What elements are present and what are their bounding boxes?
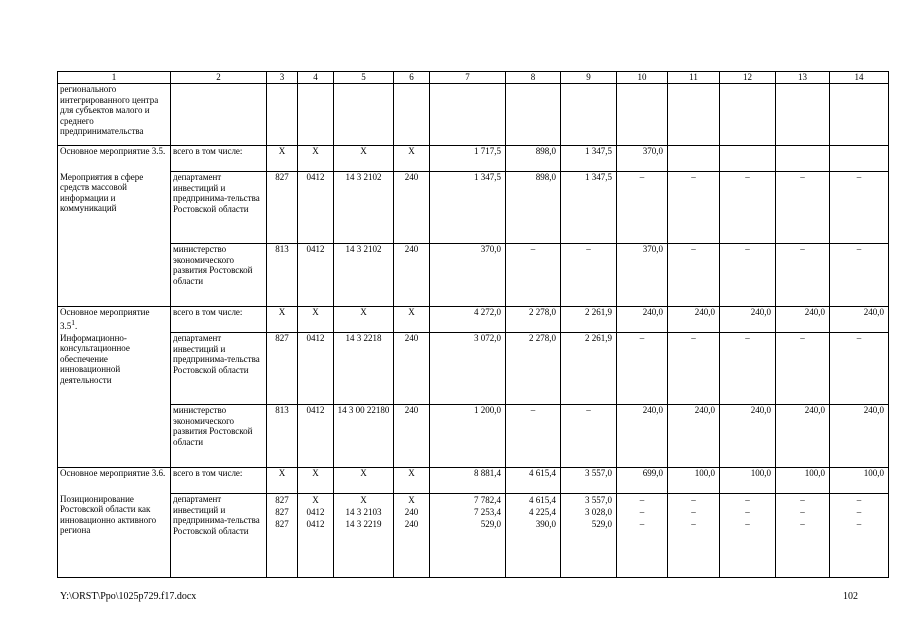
cell: 240,0 (776, 405, 830, 468)
cell: 0412 (298, 244, 334, 307)
cell (776, 146, 830, 172)
cell: 827 (267, 333, 298, 405)
executor-label: департамент инвестиций и предпринима-тельства Ростовской области (171, 333, 267, 405)
measure-title: Основное мероприятие 3.5. (58, 146, 171, 172)
cell: 7 782,4 (474, 495, 501, 505)
cell: – (639, 507, 645, 517)
measure-title-text: Основное мероприятие 3.5 (60, 307, 150, 331)
cell: Х (298, 307, 334, 333)
table-row (58, 494, 889, 578)
cell-stack (561, 494, 617, 578)
cell: 240,0 (720, 405, 776, 468)
column-number: 7 (430, 72, 506, 84)
cell: – (776, 172, 830, 244)
program-table (57, 71, 889, 578)
cell: 1 347,5 (430, 172, 506, 244)
column-number: 4 (298, 72, 334, 84)
cell: Х (298, 146, 334, 172)
cell: – (639, 519, 645, 529)
cell: 813 (267, 244, 298, 307)
cell: – (617, 333, 668, 405)
table-row (58, 468, 889, 494)
cell: 100,0 (776, 468, 830, 494)
cell: – (561, 405, 617, 468)
cell: 1 200,0 (430, 405, 506, 468)
cell: 240 (394, 405, 430, 468)
table-row (58, 307, 889, 333)
cell: 699,0 (617, 468, 668, 494)
cell: 529,0 (480, 519, 501, 529)
cell: – (745, 507, 750, 517)
cell: 14 3 2102 (334, 244, 394, 307)
cell: – (776, 244, 830, 307)
cell: Х (394, 307, 430, 333)
executor-label: всего в том числе: (171, 146, 267, 172)
column-number: 6 (394, 72, 430, 84)
cell: 2 278,0 (506, 307, 561, 333)
cell-stack (617, 494, 668, 578)
measure-title-superscript: 1 (71, 317, 75, 327)
cell-stack (334, 494, 394, 578)
column-number: 3 (267, 72, 298, 84)
cell: 370,0 (617, 244, 668, 307)
cell: – (691, 507, 696, 517)
cell: 827 (275, 507, 289, 517)
cell: Х (394, 146, 430, 172)
table-row (58, 333, 889, 405)
executor-label: министерство экономического развития Ростовской области (171, 244, 267, 307)
cell: 3 557,0 (561, 468, 617, 494)
cell: 100,0 (668, 468, 720, 494)
column-number: 9 (561, 72, 617, 84)
cell: – (830, 172, 889, 244)
cell-stack (267, 494, 298, 578)
executor-label: всего в том числе: (171, 468, 267, 494)
table-row (58, 244, 889, 307)
cell: 529,0 (591, 519, 612, 529)
cell: – (745, 495, 750, 505)
continuation-row (58, 84, 889, 146)
cell: 898,0 (506, 172, 561, 244)
cell-stack (394, 494, 430, 578)
cell: 4 272,0 (430, 307, 506, 333)
cell: 14 3 2103 (345, 507, 382, 517)
cell: Х (267, 468, 298, 494)
cell: 7 253,4 (474, 507, 501, 517)
cell: – (800, 507, 805, 517)
executor-label: департамент инвестиций и предпринима-тельства Ростовской области (171, 494, 267, 578)
cell: 240,0 (830, 307, 889, 333)
cell: 240 (404, 507, 419, 517)
cell: 240,0 (720, 307, 776, 333)
continued-measure-name: регионального интегрированного центра для субъектов малого и среднего предпринимательства (58, 84, 171, 146)
cell: – (691, 519, 696, 529)
table-row (58, 146, 889, 172)
cell: – (720, 244, 776, 307)
cell: 0412 (306, 519, 325, 529)
cell: 1 347,5 (561, 172, 617, 244)
cell: 0412 (298, 172, 334, 244)
cell: – (856, 507, 862, 517)
column-number: 1 (58, 72, 171, 84)
cell: 827 (267, 172, 298, 244)
cell-stack (506, 494, 561, 578)
cell: Х (267, 146, 298, 172)
cell: Х (408, 495, 415, 505)
cell: 14 3 2102 (334, 172, 394, 244)
measure-description: Позиционирование Ростовской области как инновационно активного региона (58, 494, 171, 578)
cell: 240,0 (776, 307, 830, 333)
cell: 390,0 (535, 519, 556, 529)
cell: – (691, 495, 696, 505)
cell: 240 (394, 244, 430, 307)
cell: – (639, 495, 645, 505)
cell: 240,0 (668, 405, 720, 468)
cell: 0412 (298, 333, 334, 405)
cell: 4 615,4 (529, 495, 556, 505)
cell: 2 261,9 (561, 333, 617, 405)
cell: Х (334, 307, 394, 333)
cell: – (668, 172, 720, 244)
cell: – (720, 333, 776, 405)
cell: 3 072,0 (430, 333, 506, 405)
executor-label: всего в том числе: (171, 307, 267, 333)
cell: – (561, 244, 617, 307)
cell: 240,0 (668, 307, 720, 333)
cell: 240 (394, 333, 430, 405)
cell: Х (267, 307, 298, 333)
cell: Х (394, 468, 430, 494)
cell: 370,0 (617, 146, 668, 172)
cell: 240,0 (617, 405, 668, 468)
cell: – (856, 495, 862, 505)
column-number: 13 (776, 72, 830, 84)
column-number: 12 (720, 72, 776, 84)
cell: – (830, 333, 889, 405)
cell: 8 881,4 (430, 468, 506, 494)
cell: 100,0 (720, 468, 776, 494)
cell: 0412 (306, 507, 325, 517)
cell-stack (430, 494, 506, 578)
cell: 3 557,0 (585, 495, 612, 505)
cell: 370,0 (430, 244, 506, 307)
cell-stack (668, 494, 720, 578)
cell: 2 261,9 (561, 307, 617, 333)
cell: Х (298, 468, 334, 494)
executor-label: департамент инвестиций и предпринима-тельства Ростовской области (171, 172, 267, 244)
cell: 3 028,0 (585, 507, 612, 517)
cell: 813 (267, 405, 298, 468)
cell: 100,0 (830, 468, 889, 494)
column-number: 11 (668, 72, 720, 84)
cell: – (800, 495, 805, 505)
cell (668, 146, 720, 172)
cell: – (506, 244, 561, 307)
cell: – (745, 519, 750, 529)
cell: – (856, 519, 862, 529)
column-number: 14 (830, 72, 889, 84)
column-number: 5 (334, 72, 394, 84)
column-number: 10 (617, 72, 668, 84)
cell: 240,0 (617, 307, 668, 333)
executor-label: министерство экономического развития Ростовской области (171, 405, 267, 468)
measure-title: Основное мероприятие 3.6. (58, 468, 171, 494)
cell: Х (312, 495, 319, 505)
cell (830, 146, 889, 172)
cell: 14 3 2218 (334, 333, 394, 405)
cell: – (776, 333, 830, 405)
page-number: 102 (843, 591, 858, 602)
cell: 240 (394, 172, 430, 244)
measure-description: Мероприятия в сфере средств массовой информации и коммуникаций (58, 172, 171, 307)
cell: – (800, 519, 805, 529)
cell: 898,0 (506, 146, 561, 172)
cell-stack (720, 494, 776, 578)
cell-stack (830, 494, 889, 578)
cell: 4 225,4 (529, 507, 556, 517)
cell-stack (776, 494, 830, 578)
cell: – (668, 244, 720, 307)
cell: 1 347,5 (561, 146, 617, 172)
cell: 827 (275, 495, 289, 505)
cell: 827 (275, 519, 289, 529)
measure-description: Информационно-консультационное обеспечение инновационной деятельности (58, 333, 171, 468)
cell: – (830, 244, 889, 307)
cell: 2 278,0 (506, 333, 561, 405)
measure-title-end: . (75, 320, 78, 331)
cell: 240 (404, 519, 419, 529)
cell: Х (334, 468, 394, 494)
cell: 0412 (298, 405, 334, 468)
cell (720, 146, 776, 172)
cell: – (506, 405, 561, 468)
footer-file-path: Y:\ORST\Ppo\1025p729.f17.docx (60, 591, 197, 602)
column-number: 2 (171, 72, 267, 84)
cell: Х (334, 146, 394, 172)
cell: 1 717,5 (430, 146, 506, 172)
cell: 4 615,4 (506, 468, 561, 494)
cell: Х (360, 495, 367, 505)
table-row (58, 405, 889, 468)
measure-title (58, 307, 171, 333)
cell: – (720, 172, 776, 244)
cell: 240,0 (830, 405, 889, 468)
column-number-row (58, 72, 889, 84)
cell: 14 3 00 22180 (334, 405, 394, 468)
cell: – (617, 172, 668, 244)
column-number: 8 (506, 72, 561, 84)
cell: 14 3 2219 (345, 519, 382, 529)
table-row (58, 172, 889, 244)
cell: – (668, 333, 720, 405)
cell-stack (298, 494, 334, 578)
